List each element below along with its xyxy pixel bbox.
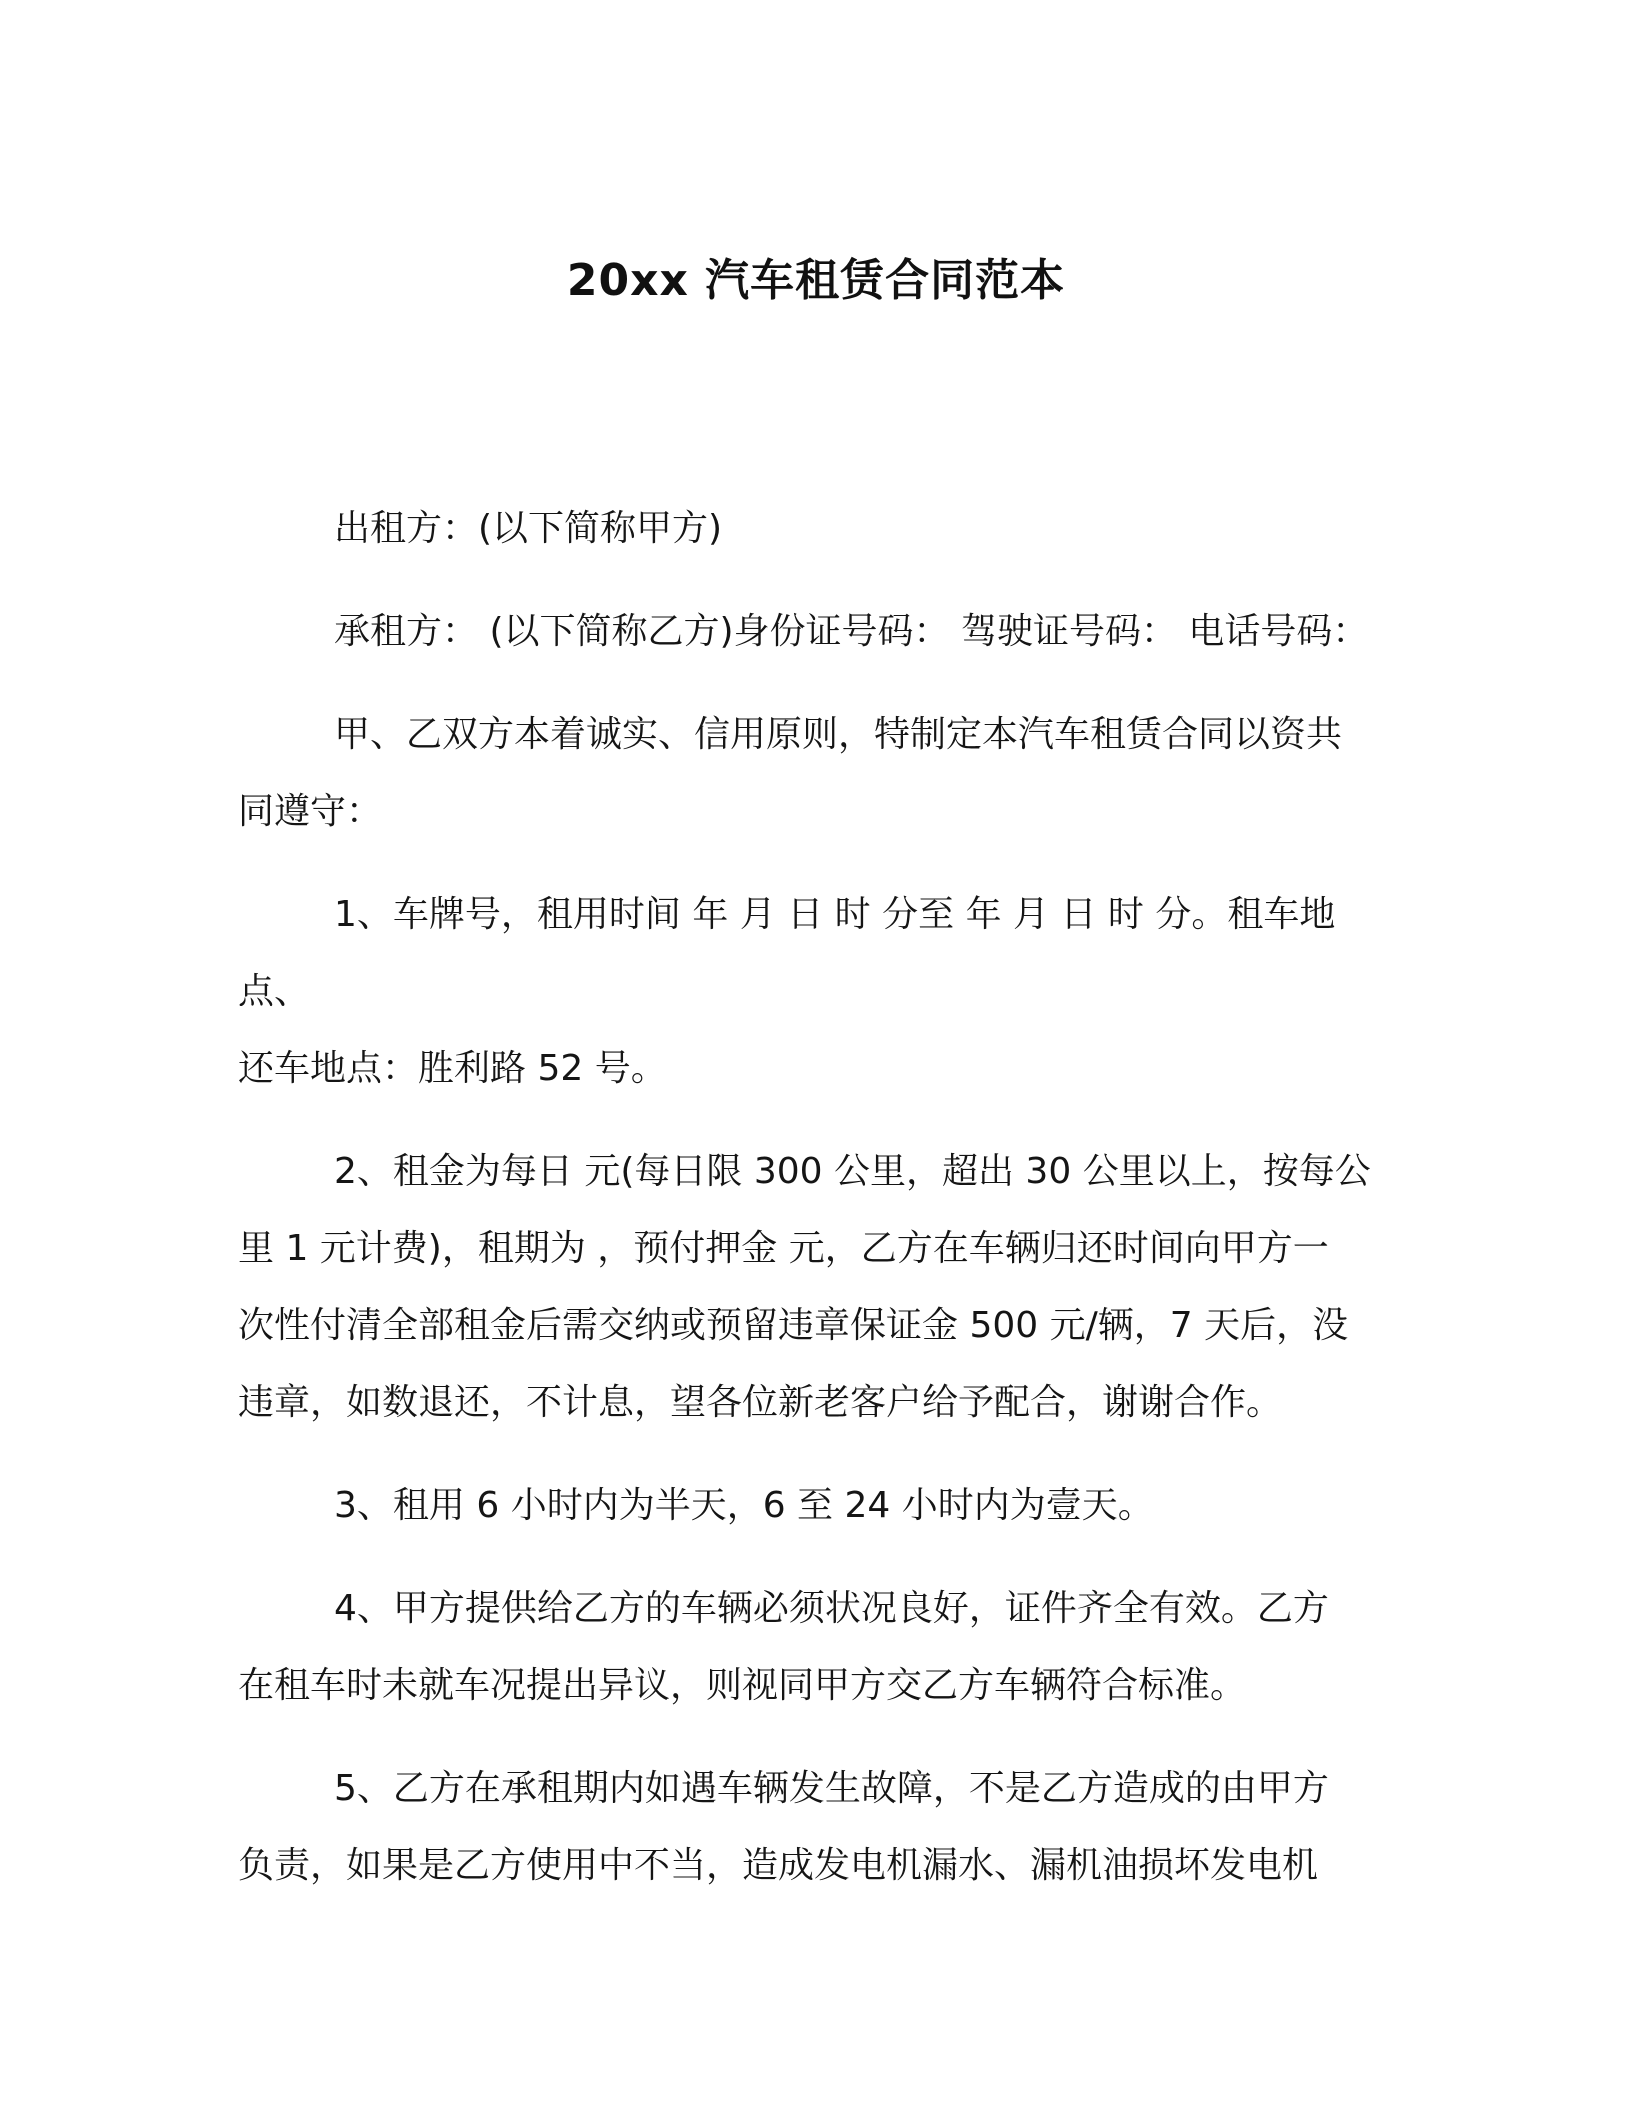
text-line: 里 1 元计费)，租期为 ，预付押金 元，乙方在车辆归还时间向甲方一 xyxy=(238,1228,1329,1269)
text-line: 负责，如果是乙方使用中不当，造成发电机漏水、漏机油损坏发电机 xyxy=(238,1845,1319,1886)
text-line: 同遵守： xyxy=(238,791,383,832)
document-body xyxy=(238,490,1400,1930)
text-line: 还车地点：胜利路 52 号。 xyxy=(238,1048,667,1089)
text-line: 3、租用 6 小时内为半天，6 至 24 小时内为壹天。 xyxy=(334,1485,1154,1526)
text-line: 甲、乙双方本着诚实、信用原则，特制定本汽车租赁合同以资共 xyxy=(334,714,1343,755)
text-line: 承租方： (以下简称乙方)身份证号码： 驾驶证号码： 电话号码： xyxy=(334,611,1369,652)
document-title: 20xx 汽车租赁合同范本 xyxy=(566,255,1066,307)
paragraph-lessor xyxy=(238,490,1400,567)
text-line: 4、甲方提供给乙方的车辆必须状况良好，证件齐全有效。乙方 xyxy=(334,1588,1329,1629)
text-line: 5、乙方在承租期内如遇车辆发生故障，不是乙方造成的由甲方 xyxy=(334,1768,1329,1809)
text-line: 违章，如数退还，不计息，望各位新老客户给予配合，谢谢合作。 xyxy=(238,1382,1283,1423)
text-line: 出租方：(以下简称甲方) xyxy=(334,508,723,549)
paragraph-clause-2 xyxy=(238,1133,1400,1441)
text-line: 2、租金为每日 元(每日限 300 公里，超出 30 公里以上，按每公 xyxy=(334,1151,1371,1192)
paragraph-clause-3 xyxy=(238,1467,1400,1544)
text-line: 在租车时未就车况提出异议，则视同甲方交乙方车辆符合标准。 xyxy=(238,1665,1247,1706)
paragraph-clause-4 xyxy=(238,1570,1400,1724)
text-line: 1、车牌号，租用时间 年 月 日 时 分至 年 月 日 时 分。租车地点、 xyxy=(238,894,1336,1012)
text-line: 次性付清全部租金后需交纳或预留违章保证金 500 元/辆，7 天后，没 xyxy=(238,1305,1349,1346)
paragraph-preamble xyxy=(238,696,1400,850)
paragraph-clause-1 xyxy=(238,876,1400,1107)
paragraph-clause-5 xyxy=(238,1750,1400,1904)
paragraph-lessee xyxy=(238,593,1400,670)
